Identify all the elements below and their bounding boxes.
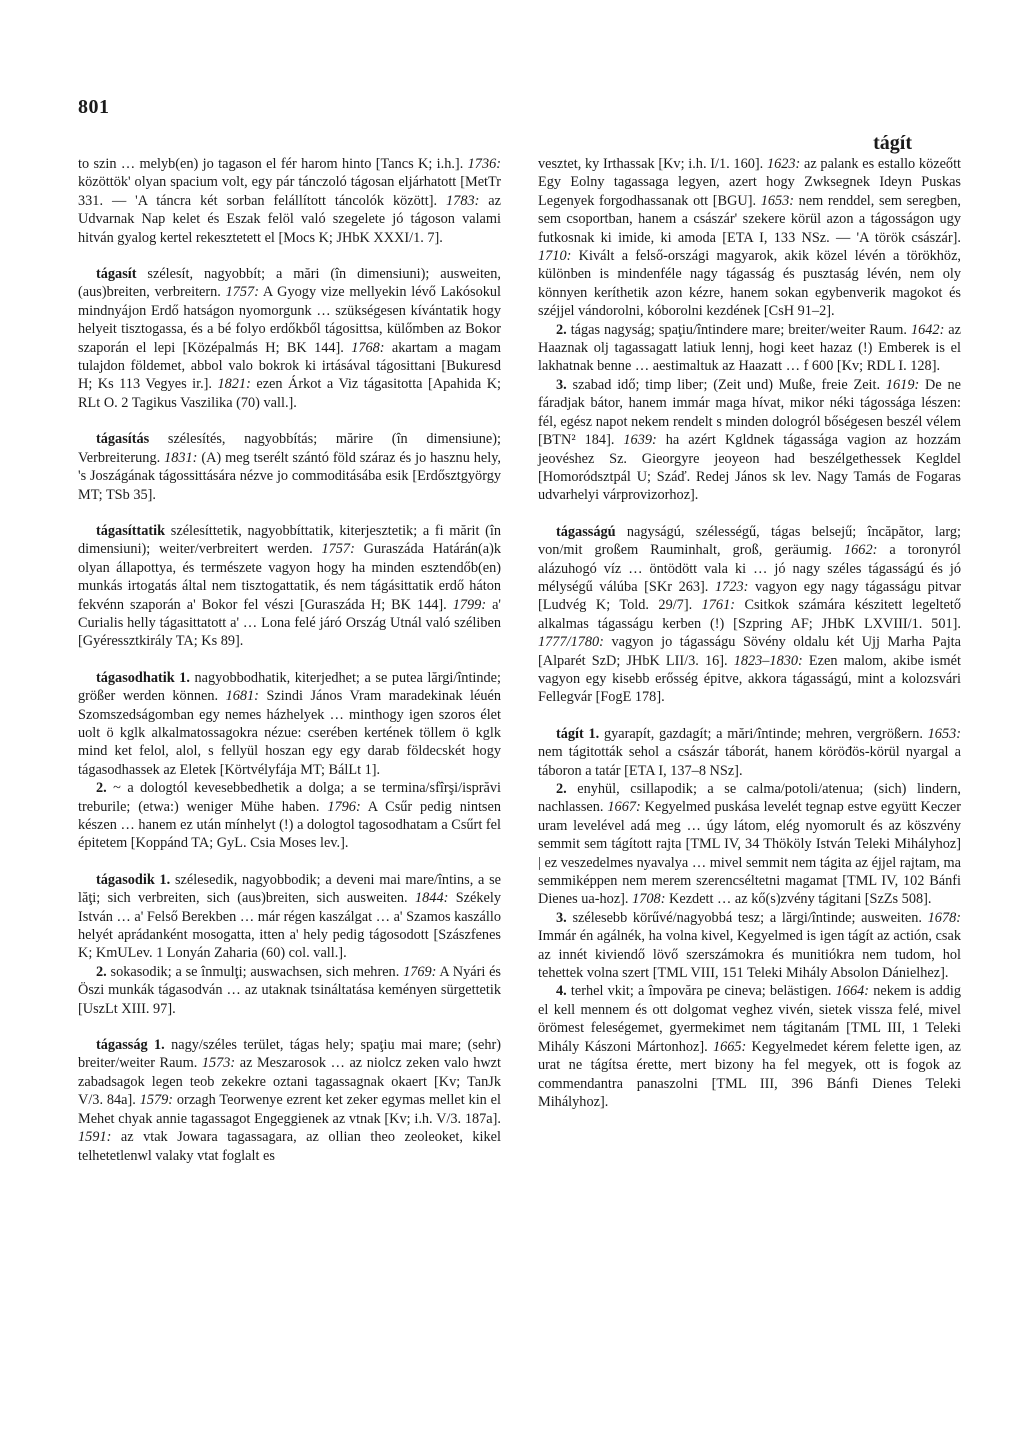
entry-paragraph: 3. szélesebb körűvé/nagyobbá tesz; a lărgi/întinde; ausweiten. 1678: Immár én agálnék, ha volna kivel, Kegyelmed is igen tágít az actión, csak az innét kiviendő lövő szerszámokra és munitiókra nem tudom, hol tehettek volna szert [TML VIII, 151 Teleki Mihály Absolon Dánielhez]. <box>538 909 961 982</box>
running-head: tágít <box>873 132 912 154</box>
entry-paragraph: 2. sokasodik; a se înmulţi; auswachsen, sich mehren. 1769: A Nyári és Öszi munkák tágasodván … az utaknak tsináltatása keményen sürgettetik [UszLt XIII. 97]. <box>78 963 501 1017</box>
headword: tágasíttatik <box>96 522 171 539</box>
entry-paragraph: tágasságú nagyságú, szélességű, tágas belsejű; încăpător, larg; von/mit großem Rauminhalt, groß, geräumig. 1662: a toronyról alázuhogó víz … öntödött vala ki … jó nagy széles tágasságú és jó mélységű válúba [SKr 263]. 1723: vagyon egy nagy tágasságu pitvar [Ludvég K; Told. 29/7]. 1761: Csitkok számára készitett legeltető alkalmas tágasságu kerben (!) [Szpring AF; JHbK LXVIII/1. 501]. 1777/1780: vagyon jo tágasságu Sövény oldalu két Ujj Marha Pajta [Alparét SzD; JHbK LII/3. 16]. 1823–1830: Ezen malom, akibe ismét vagyon egy kisebb erősség épitve, akkora tágasságú, mint a kolozsvári Fellegvár [FogE 178]. <box>538 523 961 706</box>
entry-tagasodik <box>78 871 501 1018</box>
headword: tágasságú <box>556 523 627 540</box>
entry-paragraph: 2. tágas nagyság; spaţiu/întindere mare; breiter/weiter Raum. 1642: az Haaznak olj tagassagatt latiuk lennj, hogi keet hazaz (!) Emberek is el lakhatnak benne … aestimaltuk az Haazatt … f 600 [Kv; RDL I. 128]. <box>538 321 961 375</box>
headword: tágasítás <box>96 431 168 448</box>
headword: tágít <box>556 725 589 742</box>
entry-continuation <box>78 155 501 247</box>
entry-tagasodhatik <box>78 669 501 853</box>
entry-paragraph: 4. terhel vkit; a împovăra pe cineva; belästigen. 1664: nekem is addig el kell mennem és ott dolgomat veghez vivén, sietek vissza felé, mivel örömest feleségemet, gyermekimet nem tágitanám [TML III, 1 Teleki Mihály Kászoni Mártonhoz]. 1665: Kegyelmedet kérem felette igen, az urat ne tágítsa érette, mert bizony ha fel megyek, ott is fogok az commendantra panaszolni [TML III, 396 Bánfi Dienes Teleki Mihályhoz]. <box>538 983 962 1110</box>
entry-tagit <box>538 725 961 1112</box>
entry-paragraph: 3. szabad idő; timp liber; (Zeit und) Muße, freie Zeit. 1619: De ne fáradjak bátor, hanem immár maga hívat, mikor néki tágossága lészen: fél, egész napot nekem rendelt s minden dologról bőségesen beszél vélem [BTN² 184]. 1639: ha azért Kgldnek tágassága vagion az hozzám jeovéshez Sz. Gieorgyre jeoyeon had beszélgethessek Kegldel [Homoródsztpál U; Száď. Redej János sk lev. Nagy Tamás de Fogaras udvarhelyi várprovizorhoz]. <box>538 376 962 504</box>
entry-paragraph: 2. enyhül, csillapodik; a se calma/potoli/atenua; (sich) lindern, nachlassen. 1667: Kegyelmed puskása levelét tegnap estve együtt Keczer uram levelével adá meg … úgy látom, elég nyomorult és az köszvény semmit sem tágított rajta [TML IV, 34 Thököly István Teleki Mihályhoz] | ez veszedelmes nyavalya … mivel semmit nem tágita az éjjel rajtam, ma semmiképpen nem merem szerencséltetni magamat [TML IV, 102 Bánfi Dienes ua-hoz]. 1708: Kezdett … az kő(s)zvény tágitani [SzZs 508]. <box>538 781 962 908</box>
entry-paragraph: tágasíttatik szélesíttetik, nagyobbíttatik, kiterjesztetik; a fi mărit (în dimensiuni); weiter/verbreitert werden. 1757: Guraszáda Határán(a)k olyan állapottya, és természete vagyon hogy ha minden esztendőb(en) munkás irtogatás által nem tisztogattatik, és nem tágásittatik erdő háton fekvénn szaporán a' Bokor fel vészi [Guraszáda H; BK 144]. 1799: a' Curialis helly tágasittatott a' … Lona felé járó Ország Utnál való széliben [Gyéressztkirály TA; Ks 89]. <box>78 522 502 650</box>
headword: tágasodik <box>96 871 160 888</box>
entry-tagasitas <box>78 430 501 504</box>
entry-paragraph: tágasít szélesít, nagyobbít; a mări (în dimensiuni); ausweiten, (aus)breiten, verbreitern. 1757: A Gyogy vize mellyekin lévő Lakósokul mindnyájon Erdő hatságon nyomorgunk … szükségesen kívántatik hogy helyeit tisztogassa, és a bé folyo erdőkből tágosittsa, külőmben az Bokor szaporán el lepi [Középalmás H; BK 144]. 1768: akartam a magam tulajdon földemet, abbol valo bokrok ki irtásával tágosittani [Bukuresd H; Ks 113 Vegyes ir.]. 1821: ezen Árkot a Viz tágasitotta [Apahida K; RLt O. 2 Tagikus Vaszilika (70) vall.]. <box>78 266 502 411</box>
headword: tágasodhatik <box>96 669 180 686</box>
headword: tágasság <box>96 1037 154 1054</box>
right-column <box>538 155 961 1129</box>
page-number: 801 <box>78 96 110 118</box>
entry-continuation <box>538 155 961 505</box>
entry-paragraph: to szin … melyb(en) jo tagason el fér harom hinto [Tancs K; i.h.]. 1736: közöttök' olyan spacium volt, egy pár tánczoló tágosan eljárhatott [MetTr 331. — 'A táncra két sorban felállított táncolók között]. 1783: az Udvarnak Nap kelet és Eszak felöl való szegelete jó tágoson valami hitván gyalog kertel rekesztetett el [Mocs K; JHbK XXXI/1. 7]. <box>78 156 501 246</box>
left-column <box>78 155 501 1183</box>
entry-paragraph: tágasítás szélesítés, nagyobbítás; mărire (în dimensiune); Verbreiterung. 1831: (A) meg tserélt szántó föld száraz és jo hasznu hely, 's Joszágának tágossittására nézve jo commoditásába esik [Erdősztgyörgy MT; TSb 35]. <box>78 431 502 503</box>
headword: tágasít <box>96 266 148 283</box>
entry-paragraph: tágasság 1. nagy/széles terület, tágas hely; spaţiu mai mare; (sehr) breiter/weiter Raum. 1573: az Meszarosok … az niolcz zeken valo hwzt zabadsagok legen teob zekekre oztani tagassagnak okaert [Kv; TanJk V/3. 84a]. 1579: orzagh Teorwenye ezrent ket zeker egymas mellet kin el Mehet chyak annie tagassagot Engeggienek az vtnak [Kv; i.h. V/3. 187a]. 1591: az vtak Jowara tagassagara, az ollian theo zeoleoket, kikel telhetetlenwl valaky vtat foglalt es <box>78 1037 502 1164</box>
entry-paragraph: 2. ~ a dologtól kevesebbedhetik a dolga; a se termina/sfîrşi/isprăvi treburile; (etwa:) weniger Mühe haben. 1796: A Csűr pedig nintsen készen … hanem ez után mínhelyt (!) a dologtol tagosodhatam a Csűrt fel épitetem [Koppánd TA; GyL. Csia Moses lev.]. <box>78 780 502 852</box>
entry-tagasit <box>78 265 501 412</box>
entry-tagassag <box>78 1036 501 1165</box>
entry-tagassagu <box>538 523 961 707</box>
entry-paragraph: vesztet, ky Irthassak [Kv; i.h. I/1. 160]. 1623: az palank es estallo közeőtt Egy Eolny tagassaga legyen, azert hogy Zwksegnek Ideyn Puskas Legenyek forgodhassanak ott [BGU]. 1653: nem renddel, sem seregben, sem csoportban, hanem a császár' szekere körül azon a tágosságon ugy futkosnak ki imide, ki amoda [ETA I, 133 NSz. — 'A török császár]. 1710: Kivált a felső-országi magyarok, akik közel lévén a törökhöz, különben is mindenféle nagy tágasság és pusztaság lévén, nem oly könnyen keríthetik azon kézre, hanem sokan egybenverik magokot és széjjel vándorolni, kóborolni kezdének [CsH 91–2]. <box>538 156 962 320</box>
entry-paragraph: tágít 1. gyarapít, gazdagít; a mări/întinde; mehren, vergrößern. 1653: nem tágitották sehol a császár táborát, hanem köröđös-körül nyargal a táboron a tatár [ETA I, 137–8 NSz]. <box>538 725 962 779</box>
entry-tagasittatik <box>78 522 501 651</box>
entry-paragraph: tágasodhatik 1. nagyobbodhatik, kiterjedhet; a se putea lărgi/întinde; größer werden können. 1681: Szindi János Vram maradekinak léuén Szomszedságomban egy nemes házhelyek … minthogy igen szoros élet uolt ö kglk alkalmatossagokra nézue: cserében kertének töllem ö kglk mind ket felol, alol, s fellyül hoszan egy egy darab földecskét hogy tágasodhassek az Eletek [Körtvélyfája MT; BálLt 1]. <box>78 669 501 778</box>
entry-paragraph: tágasodik 1. szélesedik, nagyobbodik; a deveni mai mare/întins, a se lăţi; sich verbreiten, sich (aus)breiten, sich ausweiten. 1844: Székely István … a' Felső Berekben … már régen kaszálgat … a' Szamos kaszállo helyét aprádanként mosogatta, itten a' hely pedig tágosodott [Szászfenes K; KmULev. 1 Lonyán Zaharia (60) col. vall.]. <box>78 871 502 962</box>
